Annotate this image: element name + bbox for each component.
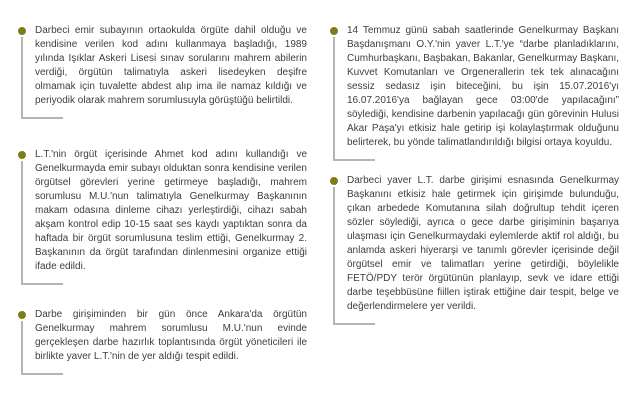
bullet-item-text: Darbeci yaver L.T. darbe girişimi esnasında Genelkurmay Başkanını etkisiz hale getirmek için girişimde bulunduğu, çıkan arbedede Komutanına silah doğrultup tehdit içeren sözler söylediği, ayrıca o gece darbe girişiminin başarıya ulaşması için Genelkurmaydaki eylemlerde aktif rol aldığı, bu anlamda askeri hiyerarşi ve tanımlı görevler içerisinde değil örgütsel emir ve talimatları yerine getirdiği, böylelikle FETÖ/PDY terör örgütünün planlayıp, sevk ve idare ettiği darbe teşebbüsüne fiillen iştirak ettiğine dair tespit, belge ve değerlendirmelere yer verildi. [347, 175, 619, 312]
bullet-item [18, 148, 307, 274]
bullet-icon [330, 27, 338, 35]
bullet-icon [330, 177, 338, 185]
bullet-icon [18, 151, 26, 159]
bullet-item-text: 14 Temmuz günü sabah saatlerinde Genelkurmay Başkanı Başdanışmanı O.Y.'nin yaver L.T.'ye “darbe planladıklarını, Cumhurbaşkanı, Başbakan, Bakanlar, Genelkurmay Başkanı, Kuvvet Komutanları ve Orgenerallerin tek tek alınacağını sessiz sedasız işin biteceğini, bu işin 15.07.2016'yı 16.07.2016'ya bağlayan gece 03:00'de yapılacağını” söylediği, kendisine darbenin yapılacağı gün görevinin Hulusi Akar Paşa'yı etkisiz hale getirip işi kolaylaştırmak olduğunu belirterek, bu yönde talimatlandırıldığı bilgisi ortaya koyuldu. [347, 25, 619, 148]
left-column [18, 24, 307, 364]
right-column [330, 24, 619, 364]
bracket-line [21, 37, 63, 119]
bullet-item [18, 308, 307, 364]
bullet-item-text: Darbeci emir subayının ortaokulda örgüte dahil olduğu ve kendisine verilen kod adını kullanmaya başladığı, 1989 yılında Işıklar Askeri Lisesi sınav sorularını mahrem abilerin verdiği, örgütün talimatıyla askeri lisedeyken deşifre olmamak için tuvalette abdest alıp ima ile namaz kıldığı ve periyodik olarak mahrem sorumlusuyla görüştüğü belirtildi. [35, 25, 307, 106]
bullet-item-text: Darbe girişiminden bir gün önce Ankara'da örgütün Genelkurmay mahrem sorumlusu M.U.'nun evinde gerçekleşen darbe hazırlık toplantısında örgüt yöneticileri ile birlikte yaver L.T.'nin de yer aldığı tespit edildi. [35, 309, 307, 362]
bullet-icon [18, 27, 26, 35]
bracket-line [333, 37, 375, 161]
bracket-line [21, 321, 63, 375]
bullet-item [330, 174, 619, 314]
bullet-item-text: L.T.'nin örgüt içerisinde Ahmet kod adını kullandığı ve Genelkurmayda emir subayı olduktan sonra kendisine verilen örgütsel görevleri yerine getirmeye başladığı, mahrem sorumlusu M.U.'nun talimatıyla Genelkurmay Başkanının makam odasına dinleme cihazı yerleştirdiği, cihazı sabah akşam kontrol edip 10-15 saat ses kaydı yaptıktan sonra da haftada bir örgüt sorumlusuna teslim ettiği, Genelkurmay 2. Başkanının da örgüt tarafından dinlenmesini organize ettiği ifade edildi. [35, 149, 307, 272]
bullet-icon [18, 311, 26, 319]
bracket-line [333, 187, 375, 325]
bracket-line [21, 161, 63, 285]
bullet-item [18, 24, 307, 108]
bullet-item [330, 24, 619, 150]
